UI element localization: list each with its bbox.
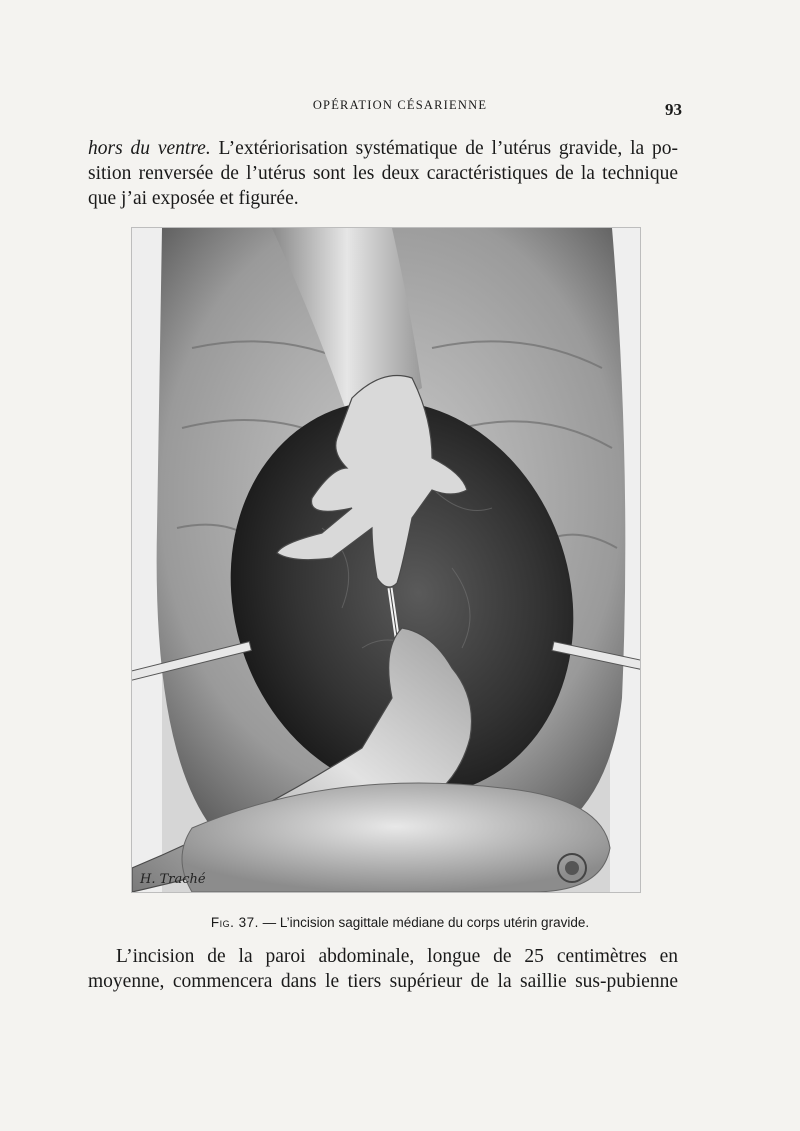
bottom-paragraph-line-1: L’incision de la paroi abdominale, longue de 25 centimètres en (116, 946, 678, 967)
line-1-rest: L’extériorisation systématique de l’utérus gravide, la po- (210, 138, 678, 159)
top-paragraph-line-1 (88, 136, 678, 161)
figure-caption-text: — L’incision sagittale médiane du corps utérin gravide. (258, 915, 590, 930)
page-number: 93 (665, 100, 682, 119)
bottom-paragraph-line-2: moyenne, commencera dans le tiers supérieur de la saillie sus-pubienne (88, 971, 678, 992)
top-paragraph (88, 136, 678, 211)
illustration-drawing (132, 228, 640, 892)
top-paragraph-line-3: que j’ai exposée et figurée. (88, 188, 299, 209)
figure-label: Fig. 37. (210, 915, 259, 930)
bottom-paragraph (88, 944, 678, 994)
running-head: OPÉRATION CÉSARIENNE (312, 98, 488, 112)
top-paragraph-line-2: sition renversée de l’utérus sont les deux caractéristiques de la technique (88, 163, 678, 184)
italic-lead: hors du ventre. (88, 138, 211, 159)
figure-caption (0, 915, 800, 930)
surgical-illustration (132, 228, 640, 892)
artist-signature: H. Traché (140, 872, 206, 887)
